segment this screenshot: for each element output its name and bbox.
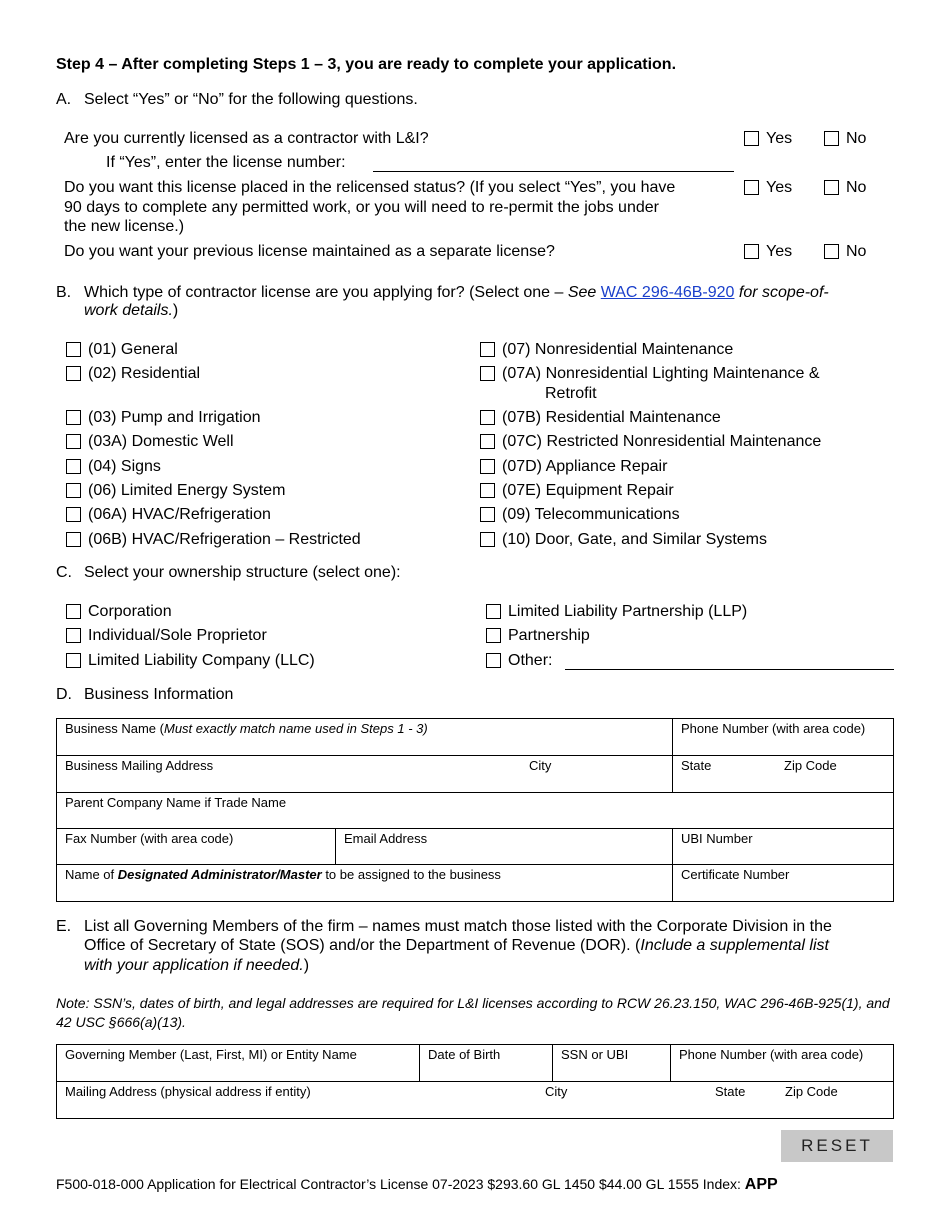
dob-cell[interactable] bbox=[420, 1045, 553, 1082]
question-relicensed-line1: Do you want this license placed in the relicensed status? (If you select “Yes”, you have bbox=[64, 179, 676, 196]
q3-no-checkbox[interactable] bbox=[824, 244, 839, 259]
q1-yes-label: Yes bbox=[766, 130, 793, 147]
member-city-label: City bbox=[545, 1084, 568, 1099]
q1-no-checkbox[interactable] bbox=[824, 131, 839, 146]
section-b-label: B. bbox=[56, 284, 72, 301]
ubi-cell[interactable] bbox=[673, 829, 893, 865]
other-field[interactable] bbox=[565, 669, 894, 670]
llc-checkbox[interactable] bbox=[66, 653, 81, 668]
phone-cell[interactable] bbox=[673, 719, 893, 756]
section-b-question bbox=[84, 283, 904, 303]
section-b-text2: for scope-of- bbox=[734, 284, 829, 301]
license-03-checkbox[interactable] bbox=[66, 410, 81, 425]
section-b-dash: – bbox=[550, 284, 568, 301]
member-phone-cell[interactable] bbox=[671, 1045, 893, 1082]
llp-checkbox[interactable] bbox=[486, 604, 501, 619]
q2-no-checkbox[interactable] bbox=[824, 180, 839, 195]
ubi-label: UBI Number bbox=[681, 831, 753, 846]
license-03a-checkbox[interactable] bbox=[66, 434, 81, 449]
administrator-em: Designated Administrator/Master bbox=[117, 867, 322, 882]
business-name-label: Business Name ( bbox=[65, 721, 164, 736]
sole-proprietor-label: Individual/Sole Proprietor bbox=[88, 627, 267, 644]
member-name-label: Governing Member (Last, First, MI) or Entity Name bbox=[65, 1047, 357, 1062]
fax-cell[interactable] bbox=[57, 829, 336, 865]
license-07e-label: (07E) Equipment Repair bbox=[502, 482, 674, 499]
member-zip-label: Zip Code bbox=[785, 1084, 838, 1099]
license-03-label: (03) Pump and Irrigation bbox=[88, 409, 261, 426]
q3-yes-label: Yes bbox=[766, 243, 793, 260]
member-state-label: State bbox=[715, 1084, 746, 1099]
q1-no-label: No bbox=[846, 130, 867, 147]
footer-index: APP bbox=[744, 1176, 778, 1193]
section-e-line2b: Include a supplemental list bbox=[640, 937, 829, 954]
license-06-checkbox[interactable] bbox=[66, 483, 81, 498]
section-a-intro: Select “Yes” or “No” for the following questions. bbox=[84, 91, 418, 108]
governing-members-table bbox=[56, 1044, 894, 1119]
section-e-line2 bbox=[84, 936, 829, 956]
ssn-note: Note: SSN’s, dates of birth, and legal addresses are required for L&I licenses according to RCW 26.23.150, WAC 296-46B-925(1), and 42 USC §666(a)(13). bbox=[56, 995, 890, 1030]
license-07-checkbox[interactable] bbox=[480, 342, 495, 357]
member-phone-label: Phone Number (with area code) bbox=[679, 1047, 864, 1062]
license-01-checkbox[interactable] bbox=[66, 342, 81, 357]
question-licensed: Are you currently licensed as a contractor with L&I? bbox=[64, 130, 429, 147]
zip-label: Zip Code bbox=[784, 758, 837, 773]
license-02-label: (02) Residential bbox=[88, 365, 201, 382]
dob-label: Date of Birth bbox=[428, 1047, 501, 1062]
q2-yes-label: Yes bbox=[766, 179, 793, 196]
partnership-label: Partnership bbox=[508, 627, 590, 644]
section-b-question-cont bbox=[84, 301, 178, 321]
license-07e-checkbox[interactable] bbox=[480, 483, 495, 498]
license-07a-label: (07A) Nonresidential Lighting Maintenance & bbox=[502, 365, 820, 382]
license-07-label: (07) Nonresidential Maintenance bbox=[502, 341, 734, 358]
section-b-text: Which type of contractor license are you applying for? (Select one bbox=[84, 284, 551, 301]
corporation-label: Corporation bbox=[88, 603, 172, 620]
administrator-cell[interactable] bbox=[57, 865, 673, 901]
administrator-pre: Name of bbox=[65, 867, 118, 882]
license-07a-label-cont: Retrofit bbox=[545, 385, 597, 402]
q1-yes-checkbox[interactable] bbox=[744, 131, 759, 146]
corporation-checkbox[interactable] bbox=[66, 604, 81, 619]
other-checkbox[interactable] bbox=[486, 653, 501, 668]
member-mailing-cell[interactable] bbox=[57, 1082, 893, 1118]
llp-label: Limited Liability Partnership (LLP) bbox=[508, 603, 748, 620]
license-04-label: (04) Signs bbox=[88, 458, 161, 475]
city-label: City bbox=[529, 758, 552, 773]
license-03a-label: (03A) Domestic Well bbox=[88, 433, 234, 450]
license-06a-label: (06A) HVAC/Refrigeration bbox=[88, 506, 271, 523]
q2-yes-checkbox[interactable] bbox=[744, 180, 759, 195]
q3-no-label: No bbox=[846, 243, 867, 260]
form-footer bbox=[56, 1176, 778, 1194]
license-07c-checkbox[interactable] bbox=[480, 434, 495, 449]
license-number-label: If “Yes”, enter the license number: bbox=[106, 154, 346, 171]
state-label: State bbox=[681, 758, 712, 773]
business-info-table bbox=[56, 718, 894, 902]
parent-company-cell[interactable] bbox=[57, 793, 893, 829]
section-b-see: See bbox=[567, 284, 601, 301]
section-d-label: D. bbox=[56, 686, 72, 703]
license-04-checkbox[interactable] bbox=[66, 459, 81, 474]
license-07b-checkbox[interactable] bbox=[480, 410, 495, 425]
section-c-label: C. bbox=[56, 564, 72, 581]
email-label: Email Address bbox=[344, 831, 428, 846]
license-07c-label: (07C) Restricted Nonresidential Maintenance bbox=[502, 433, 822, 450]
license-06b-checkbox[interactable] bbox=[66, 532, 81, 547]
license-07d-checkbox[interactable] bbox=[480, 459, 495, 474]
llc-label: Limited Liability Company (LLC) bbox=[88, 652, 315, 669]
question-relicensed-line2: 90 days to complete any permitted work, or you will need to re-permit the jobs under bbox=[64, 199, 659, 216]
ssn-label: SSN or UBI bbox=[561, 1047, 629, 1062]
phone-label: Phone Number (with area code) bbox=[681, 721, 866, 736]
license-10-checkbox[interactable] bbox=[480, 532, 495, 547]
section-e-line3a: with your application if needed. bbox=[84, 957, 304, 974]
parent-company-label: Parent Company Name if Trade Name bbox=[65, 795, 287, 810]
business-name-cell[interactable] bbox=[57, 719, 673, 756]
member-name-cell[interactable] bbox=[57, 1045, 420, 1082]
administrator-post: to be assigned to the business bbox=[321, 867, 501, 882]
business-name-note: Must exactly match name used in Steps 1 - 3) bbox=[163, 721, 428, 736]
license-10-label: (10) Door, Gate, and Similar Systems bbox=[502, 531, 767, 548]
reset-button[interactable]: RESET bbox=[781, 1130, 893, 1162]
section-b-text3: work details. bbox=[84, 302, 173, 319]
ssn-cell[interactable] bbox=[553, 1045, 671, 1082]
footer-text: F500-018-000 Application for Electrical Contractor’s License 07-2023 $293.60 GL 1450 $44.00 GL 1555 Index: bbox=[56, 1176, 745, 1192]
license-07b-label: (07B) Residential Maintenance bbox=[502, 409, 721, 426]
section-a-label: A. bbox=[56, 91, 72, 108]
certificate-cell[interactable] bbox=[673, 865, 893, 901]
license-06-label: (06) Limited Energy System bbox=[88, 482, 286, 499]
license-09-checkbox[interactable] bbox=[480, 507, 495, 522]
sole-proprietor-checkbox[interactable] bbox=[66, 628, 81, 643]
section-c-intro: Select your ownership structure (select one): bbox=[84, 564, 401, 581]
license-06a-checkbox[interactable] bbox=[66, 507, 81, 522]
fax-label: Fax Number (with area code) bbox=[65, 831, 234, 846]
mailing-address-cell[interactable] bbox=[57, 756, 673, 793]
section-b-close: ) bbox=[172, 302, 179, 319]
license-02-checkbox[interactable] bbox=[66, 366, 81, 381]
wac-link[interactable]: WAC 296-46B-920 bbox=[600, 284, 735, 301]
section-e-line1: List all Governing Members of the firm – names must match those listed with the Corporate Division in the bbox=[84, 918, 832, 935]
section-e-label: E. bbox=[56, 918, 72, 935]
license-06b-label: (06B) HVAC/Refrigeration – Restricted bbox=[88, 531, 361, 548]
mailing-address-label: Business Mailing Address bbox=[65, 758, 214, 773]
section-d-intro: Business Information bbox=[84, 686, 234, 703]
section-e-line2a: Office of Secretary of State (SOS) and/or the Department of Revenue (DOR). ( bbox=[84, 937, 641, 954]
license-07d-label: (07D) Appliance Repair bbox=[502, 458, 668, 475]
question-relicensed-line3: the new license.) bbox=[64, 218, 185, 235]
license-number-field[interactable] bbox=[373, 171, 734, 172]
partnership-checkbox[interactable] bbox=[486, 628, 501, 643]
section-e-line3b: ) bbox=[303, 957, 310, 974]
question-separate-license: Do you want your previous license maintained as a separate license? bbox=[64, 243, 555, 260]
q3-yes-checkbox[interactable] bbox=[744, 244, 759, 259]
section-e-line3 bbox=[84, 956, 309, 976]
license-09-label: (09) Telecommunications bbox=[502, 506, 680, 523]
state-zip-cell[interactable] bbox=[673, 756, 893, 793]
member-mailing-label: Mailing Address (physical address if entity) bbox=[65, 1084, 311, 1099]
step-heading: Step 4 – After completing Steps 1 – 3, you are ready to complete your application. bbox=[56, 56, 677, 73]
license-01-label: (01) General bbox=[88, 341, 178, 358]
license-07a-checkbox[interactable] bbox=[480, 366, 495, 381]
q2-no-label: No bbox=[846, 179, 867, 196]
other-label: Other: bbox=[508, 652, 553, 669]
certificate-label: Certificate Number bbox=[681, 867, 790, 882]
email-cell[interactable] bbox=[336, 829, 673, 865]
